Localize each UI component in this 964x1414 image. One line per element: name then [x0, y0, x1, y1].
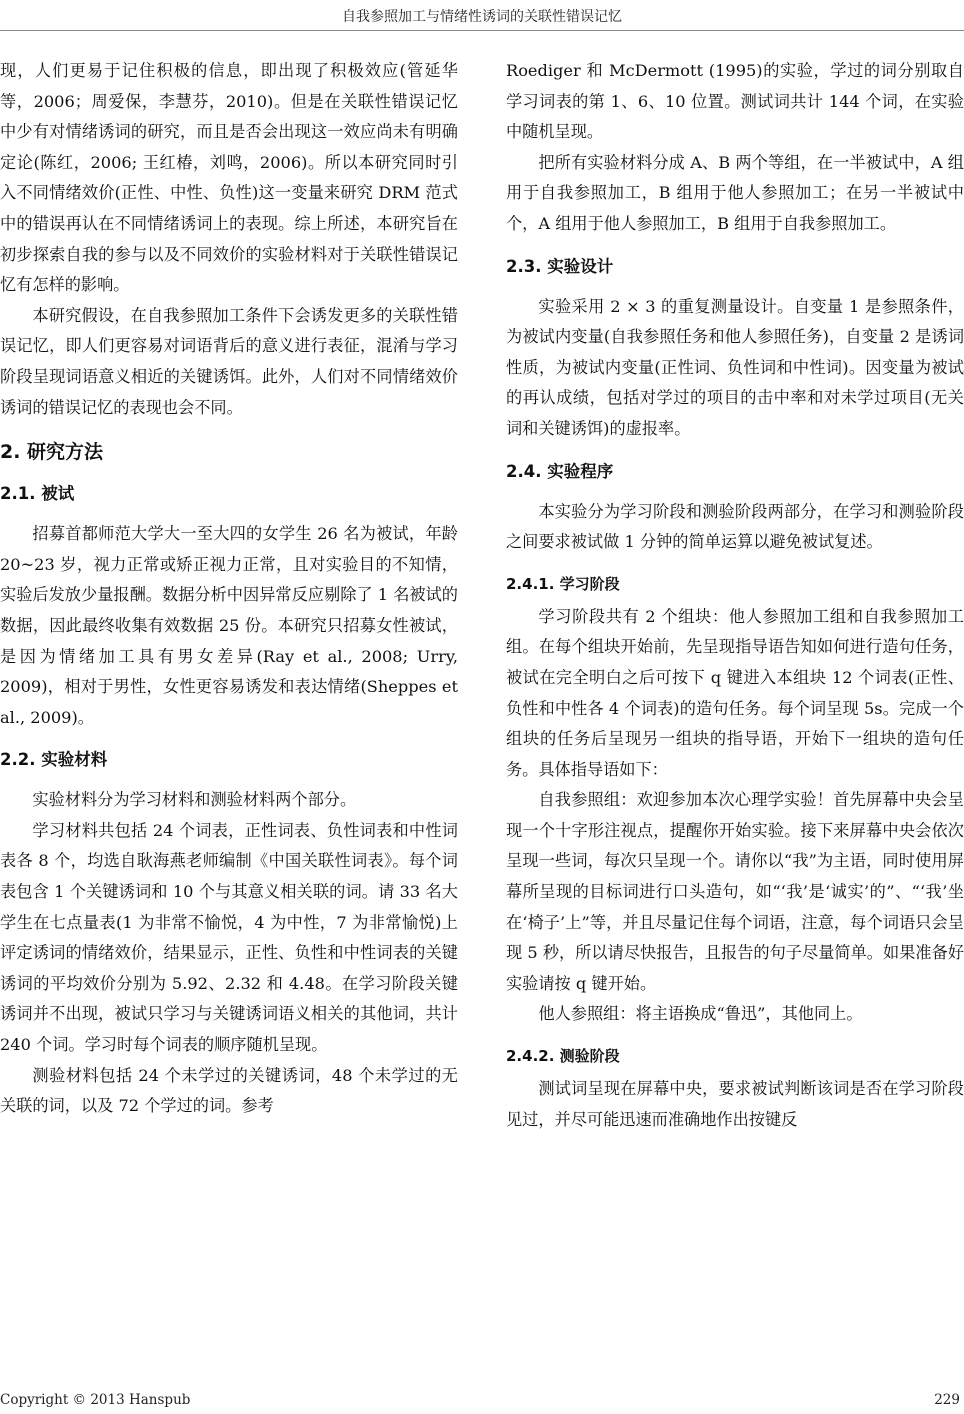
- paragraph-subjects: 招募首都师范大学大一至大四的女学生 26 名为被试，年龄 20~23 岁，视力正常或矫正视力正常，且对实验目的不知情，实验后发放少量报酬。数据分析中因异常反应剔除了 1 名被试的数据，因此最终收集有效数据 25 份。本研究只招募女性被试，是因为情绪加工具有男女差异(Ray et al., 2008; Urry, 2009)，相对于男性，女性更容易诱发和表达情绪(Sheppes et al., 2009)。: [0, 524, 458, 727]
- section-heading-methods: 2. 研究方法: [0, 441, 104, 464]
- subsubsection-heading-test-phase: 2.4.2. 测验阶段: [506, 1047, 620, 1066]
- paragraph-test-materials: 测验材料包括 24 个未学过的关键诱词，48 个未学过的无关联的词，以及 72 个学过的词。参考: [0, 1065, 458, 1116]
- right-column: [506, 56, 964, 1135]
- left-column: [0, 56, 458, 1122]
- paragraph-test-materials-continuation: Roediger 和 McDermott (1995)的实验，学过的词分别取自学习词表的第 1、6、10 位置。测试词共计 144 个词，在实验中随机呈现。: [506, 61, 964, 142]
- paragraph-study-phase: 学习阶段共有 2 个组块：他人参照加工组和自我参照加工组。在每个组块开始前，先呈现指导语告知如何进行造句任务，被试在完全明白之后可按下 q 键进入本组块 12 个词表(正性、负性和中性各 4 个词表)的造句任务。每个词呈现 5s。完成一个组块的任务后呈现另一组块的指导语，开始下一组块的造句任务。具体指导语如下：: [506, 606, 964, 779]
- paragraph-study-materials: 学习材料共包括 24 个词表，正性词表、负性词表和中性词表各 8 个，均选自耿海燕老师编制《中国关联性词表》。每个词表包含 1 个关键诱词和 10 个与其意义相关联的词。请 33 名大学生在七点量表(1 为非常不愉悦，4 为中性，7 为非常愉悦)上评定诱词的情绪效价，结果显示，正性、负性和中性词表的关键诱词的平均效价分别为 5.92、2.32 和 4.48。在学习阶段关键诱词并不出现，被试只学习与关键诱词语义相关的其他词，共计 240 个词。学习时每个词表的顺序随机呈现。: [0, 820, 458, 1055]
- paragraph-hypothesis: 本研究假设，在自我参照加工条件下会诱发更多的关联性错误记忆，即人们更容易对词语背后的意义进行表征，混淆与学习阶段呈现词语意义相近的关键诱饵。此外，人们对不同情绪效价诱词的错误记忆的表现也会不同。: [0, 305, 458, 417]
- paragraph-self-reference-instructions: 自我参照组：欢迎参加本次心理学实验！首先屏幕中央会呈现一个十字形注视点，提醒你开始实验。接下来屏幕中央会依次呈现一些词，每次只呈现一个。请你以“我”为主语，同时使用屏幕所呈现的目标词进行口头造句，如“‘我’是‘诚实’的”、“‘我’坐在‘椅子’上”等，并且尽量记住每个词语，注意，每个词语只会呈现 5 秒，所以请尽快报告，且报告的句子尽量简单。如果准备好实验请按 q 键开始。: [506, 790, 964, 993]
- subsection-heading-subjects: 2.1. 被试: [0, 484, 75, 504]
- paragraph-design: 实验采用 2 × 3 的重复测量设计。自变量 1 是参照条件，为被试内变量(自我参照任务和他人参照任务)，自变量 2 是诱词性质，为被试内变量(正性词、负性词和中性词)。因变量为被试的再认成绩，包括对学过的项目的击中率和对未学过项目(无关词和关键诱饵)的虚报率。: [506, 296, 964, 438]
- paragraph-procedure: 本实验分为学习阶段和测验阶段两部分，在学习和测验阶段之间要求被试做 1 分钟的简单运算以避免被试复述。: [506, 501, 964, 552]
- paragraph-test-phase: 测试词呈现在屏幕中央，要求被试判断该词是否在学习阶段见过，并尽可能迅速而准确地作出按键反: [506, 1079, 964, 1129]
- header-divider: [0, 30, 964, 31]
- running-header: 自我参照加工与情绪性诱词的关联性错误记忆: [342, 9, 622, 25]
- subsection-heading-design: 2.3. 实验设计: [506, 256, 614, 276]
- subsection-heading-materials: 2.2. 实验材料: [0, 750, 108, 770]
- subsubsection-heading-study-phase: 2.4.1. 学习阶段: [506, 574, 620, 593]
- paragraph-groups: 把所有实验材料分成 A、B 两个等组，在一半被试中，A 组用于自我参照加工，B 组用于他人参照加工；在另一半被试中个，A 组用于他人参照加工，B 组用于自我参照加工。: [506, 152, 964, 233]
- paragraph-intro-continuation: 现，人们更易于记住积极的信息，即出现了积极效应(管延华等，2006；周爱保，李慧芬，2010)。但是在关联性错误记忆中少有对情绪诱词的研究，而且是否会出现这一效应尚未有明确定论(陈红，2006; 王红椿，刘鸣，2006)。所以本研究同时引入不同情绪效价(正性、中性、负性)这一变量来研究 DRM 范式中的错误再认在不同情绪诱词上的表现。综上所述，本研究旨在初步探索自我的参与以及不同效价的实验材料对于关联性错误记忆有怎样的影响。: [0, 61, 458, 295]
- subsection-heading-procedure: 2.4. 实验程序: [506, 461, 614, 481]
- copyright-notice: Copyright © 2013 Hanspub: [0, 1392, 191, 1408]
- paragraph-other-reference-instructions: 他人参照组：将主语换成“鲁迅”，其他同上。: [538, 1004, 863, 1024]
- page-number: 229: [934, 1392, 960, 1408]
- paragraph-materials-overview: 实验材料分为学习材料和测验材料两个部分。: [32, 790, 357, 810]
